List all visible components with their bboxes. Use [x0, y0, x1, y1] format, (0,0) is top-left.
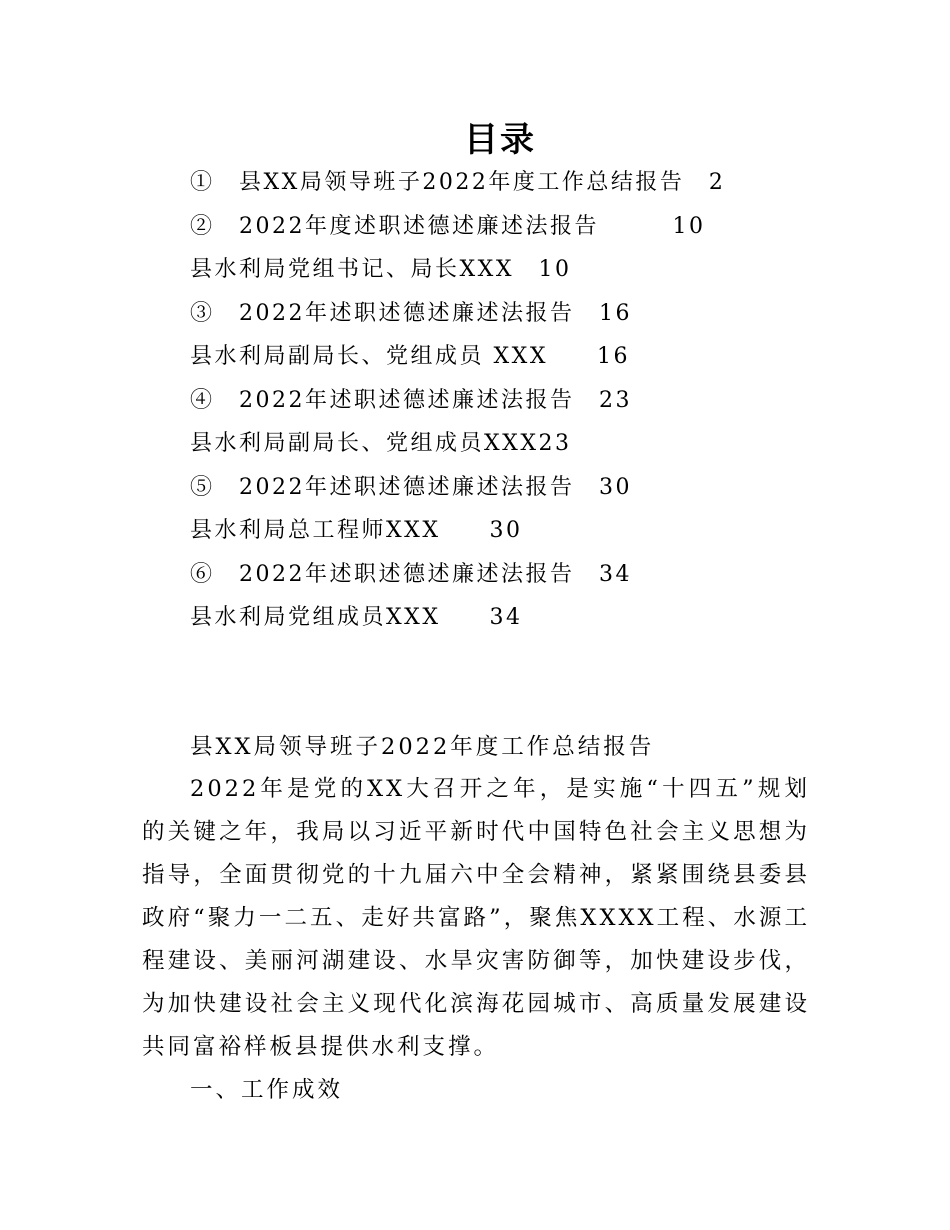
toc-entry[interactable]: 县水利局党组书记、局长XXX 10 [190, 257, 572, 282]
toc-title: 目录 [464, 120, 536, 160]
toc-entry[interactable]: 县水利局副局长、党组成员XXX23 [190, 431, 572, 456]
table-of-contents [190, 164, 830, 643]
toc-entry[interactable]: ⑥ 2022年述职述德述廉述法报告 34 [190, 561, 632, 587]
toc-entry[interactable]: 县水利局党组成员XXX 34 [190, 605, 523, 630]
toc-entry[interactable]: ④ 2022年述职述德述廉述法报告 23 [190, 387, 632, 413]
document-heading: 县XX局领导班子2022年度工作总结报告 [190, 734, 655, 760]
toc-entry[interactable]: 县水利局总工程师XXX 30 [190, 518, 523, 543]
toc-entry[interactable]: ③ 2022年述职述德述廉述法报告 16 [190, 300, 632, 326]
section-heading: 一、工作成效 [190, 1077, 344, 1103]
intro-paragraph: 2022年是党的XX大召开之年，是实施“十四五”规划的关键之年，我局以习近平新时代中国特色社会主义思想为指导，全面贯彻党的十九届六中全会精神，紧紧围绕县委县政府“聚力一二五、走好共富路”，聚焦XXXX工程、水源工程建设、美丽河湖建设、水旱灾害防御等，加快建设步伐，为加快建设社会主义现代化滨海花园城市、高质量发展建设共同富裕样板县提供水利支撑。 [142, 776, 810, 1060]
toc-entry[interactable]: 县水利局副局长、党组成员 XXX 16 [190, 344, 630, 369]
toc-entry[interactable]: ② 2022年度述职述德述廉述法报告 10 [190, 213, 706, 239]
document-body [142, 726, 810, 1112]
toc-entry[interactable]: ① 县XX局领导班子2022年度工作总结报告 2 [190, 170, 726, 195]
toc-entry[interactable]: ⑤ 2022年述职述德述廉述法报告 30 [190, 474, 632, 500]
